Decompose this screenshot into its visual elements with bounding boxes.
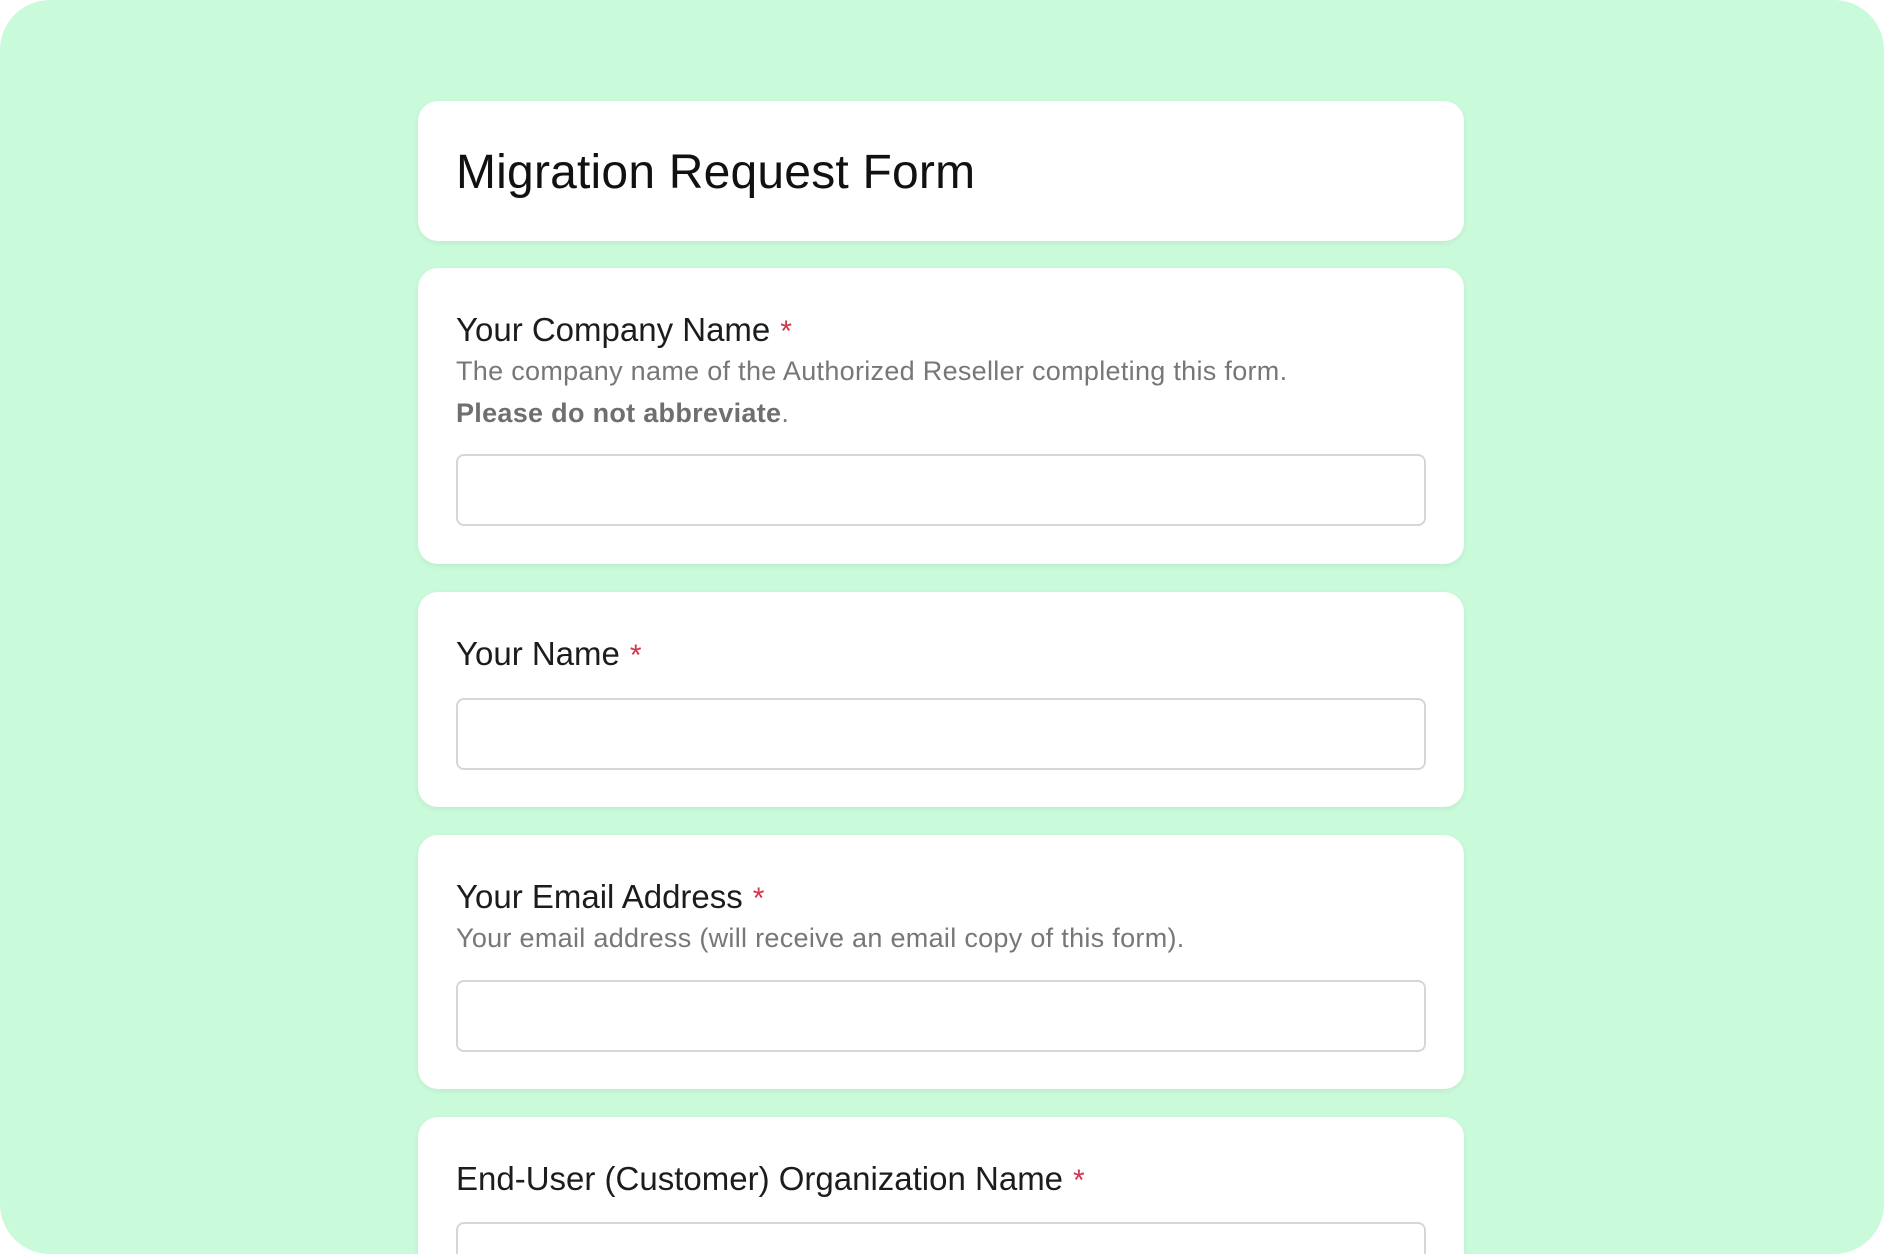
- form-title: Migration Request Form: [456, 146, 976, 199]
- org-name-label: [456, 1159, 1085, 1201]
- company-name-label-text: Your Company Name: [456, 311, 771, 348]
- form-title-card: [418, 101, 1464, 241]
- your-name-label: [456, 634, 642, 676]
- email-input[interactable]: [456, 980, 1426, 1052]
- required-asterisk: *: [752, 882, 765, 915]
- org-name-question: [418, 1117, 1464, 1254]
- company-name-input[interactable]: [456, 454, 1426, 526]
- company-name-note: [456, 392, 789, 434]
- company-name-description: The company name of the Authorized Reseller completing this form.: [456, 356, 1288, 386]
- required-asterisk: *: [780, 315, 792, 348]
- company-name-note-bold: Please do not abbreviate: [456, 398, 782, 428]
- email-description: Your email address (will receive an email copy of this form).: [456, 923, 1185, 953]
- your-name-input[interactable]: [456, 698, 1426, 770]
- required-asterisk: *: [629, 639, 642, 672]
- company-name-note-end: .: [781, 398, 790, 428]
- your-name-question: [418, 592, 1464, 807]
- email-label-text: Your Email Address: [456, 878, 743, 915]
- company-name-question: [418, 268, 1464, 564]
- company-name-label: [456, 310, 792, 352]
- your-name-label-text: Your Name: [456, 635, 620, 672]
- org-name-input[interactable]: [456, 1222, 1426, 1254]
- email-label: [456, 877, 764, 919]
- email-question: [418, 835, 1464, 1089]
- required-asterisk: *: [1073, 1164, 1085, 1197]
- org-name-label-text: End-User (Customer) Organization Name: [456, 1160, 1064, 1197]
